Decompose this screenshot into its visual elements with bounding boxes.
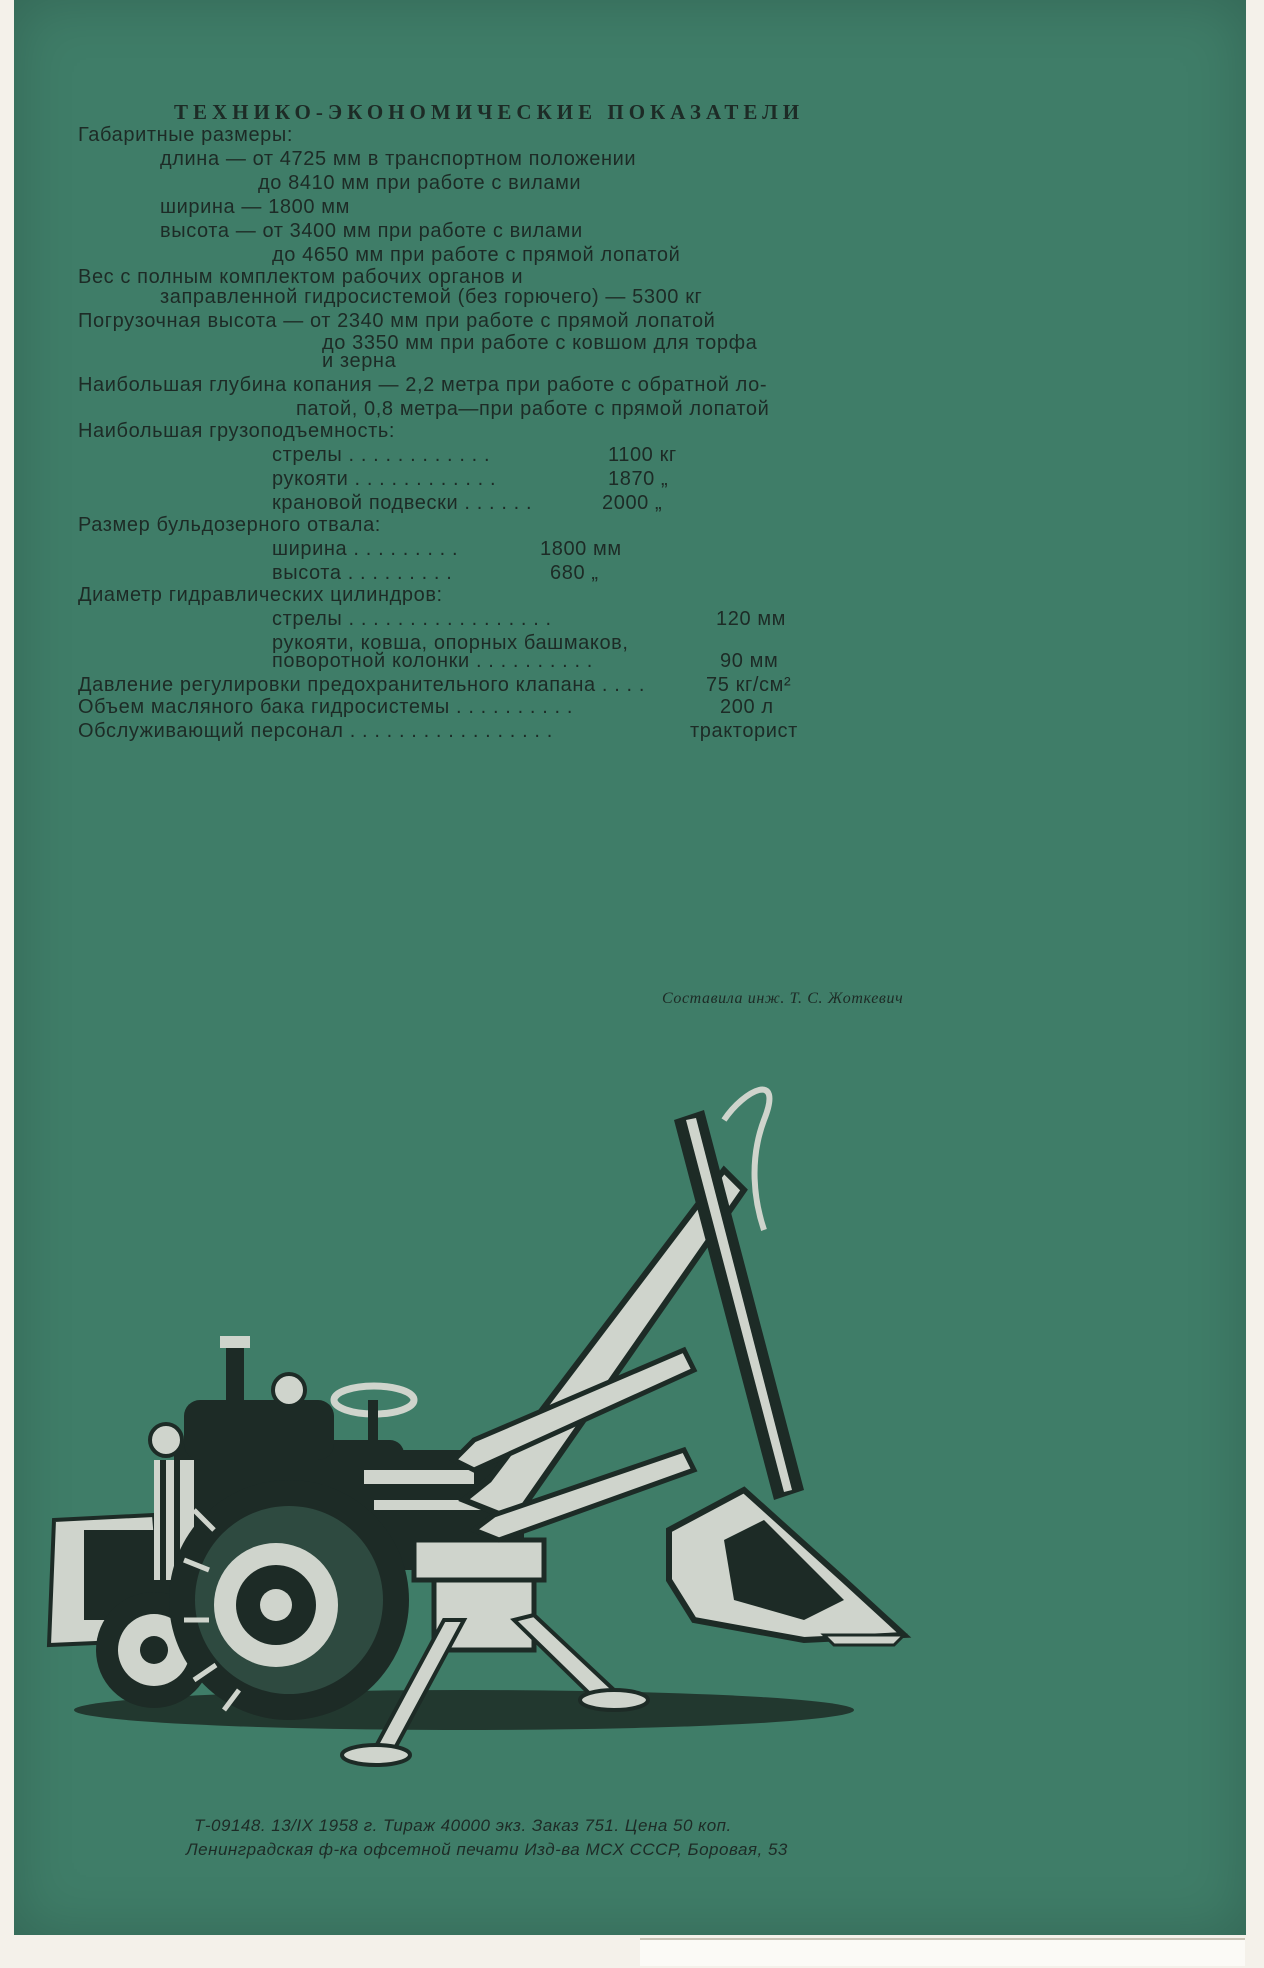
spec-value: 200 л xyxy=(720,696,774,718)
imprint-line: Ленинградская ф-ка офсетной печати Изд-ва МСХ СССР, Боровая, 53 xyxy=(186,1840,788,1859)
spec-value: 1800 мм xyxy=(540,538,622,560)
spec-line: рукояти, ковша, опорных башмаков, xyxy=(272,632,629,654)
spec-line: ширина — 1800 мм xyxy=(160,196,350,218)
spec-line: заправленной гидросистемой (без горючего) — 5300 кг xyxy=(160,286,703,308)
spec-line: Объем масляного бака гидросистемы . . . . . . . . . . xyxy=(78,696,574,718)
spec-value: 2000 „ xyxy=(602,492,663,514)
spec-line: и зерна xyxy=(322,350,397,372)
spec-line: Диаметр гидравлических цилиндров: xyxy=(78,584,443,606)
spec-line: Наибольшая грузоподъемность: xyxy=(78,420,396,442)
spec-line: патой, 0,8 метра—при работе с прямой лопатой xyxy=(296,398,770,420)
spec-line: рукояти . . . . . . . . . . . . xyxy=(272,468,497,490)
spec-line: стрелы . . . . . . . . . . . . xyxy=(272,444,491,466)
spec-line: Давление регулировки предохранительного клапана . . . . xyxy=(78,674,646,696)
spec-line: Размер бульдозерного отвала: xyxy=(78,514,381,536)
spec-line: Вес с полным комплектом рабочих органов и xyxy=(78,266,524,288)
page-title: ТЕХНИКО-ЭКОНОМИЧЕСКИЕ ПОКАЗАТЕЛИ xyxy=(174,100,805,124)
spec-line: длина — от 4725 мм в транспортном положении xyxy=(160,148,637,170)
tractor-excavator-illustration xyxy=(44,1060,1144,1820)
spec-line: стрелы . . . . . . . . . . . . . . . . . xyxy=(272,608,552,630)
author-credit: Составила инж. Т. С. Жоткевич xyxy=(662,990,904,1007)
spec-line: Погрузочная высота — от 2340 мм при работе с прямой лопатой xyxy=(78,310,716,332)
spec-line: Наибольшая глубина копания — 2,2 метра при работе с обратной ло- xyxy=(78,374,768,396)
spec-line: до 8410 мм при работе с вилами xyxy=(258,172,582,194)
imprint-line: Т-09148. 13/IX 1958 г. Тираж 40000 экз. Заказ 751. Цена 50 коп. xyxy=(194,1816,732,1835)
spec-line: высота . . . . . . . . . xyxy=(272,562,453,584)
specifications-list xyxy=(14,0,1246,960)
spec-value: 75 кг/см² xyxy=(706,674,792,696)
spec-line: до 3350 мм при работе с ковшом для торфа xyxy=(322,332,758,354)
spec-line: до 4650 мм при работе с прямой лопатой xyxy=(272,244,681,266)
spec-line: поворотной колонки . . . . . . . . . . xyxy=(272,650,593,672)
green-page xyxy=(14,0,1246,1935)
spec-line: Обслуживающий персонал . . . . . . . . . . . . . . . . . xyxy=(78,720,553,742)
spec-value: 120 мм xyxy=(716,608,787,630)
paper-edge-strip xyxy=(640,1938,1245,1966)
spec-line: Габаритные размеры: xyxy=(78,124,294,146)
spec-value: 680 „ xyxy=(550,562,599,584)
spec-line: крановой подвески . . . . . . xyxy=(272,492,533,514)
spec-value: 1100 кг xyxy=(608,444,677,466)
spec-line: высота — от 3400 мм при работе с вилами xyxy=(160,220,583,242)
spec-value: 90 мм xyxy=(720,650,779,672)
spec-value: тракторист xyxy=(690,720,798,742)
spec-line: ширина . . . . . . . . . xyxy=(272,538,459,560)
spec-value: 1870 „ xyxy=(608,468,669,490)
